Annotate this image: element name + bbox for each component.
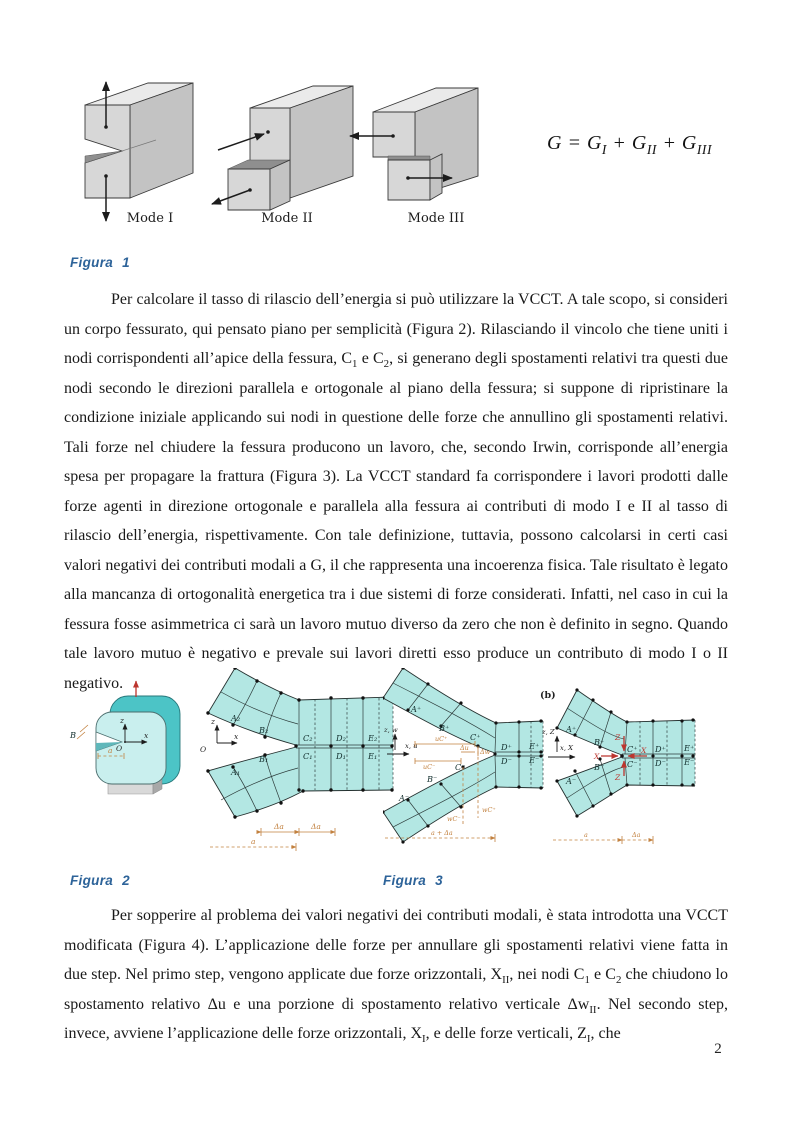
mode2-label: Mode II bbox=[261, 211, 313, 226]
node-label: B⁻ bbox=[594, 762, 605, 772]
axis-x-label: x bbox=[234, 732, 239, 741]
node-label: E₂ bbox=[368, 733, 378, 743]
node-label: B₂ bbox=[259, 725, 269, 735]
dim-wcm-label: wC⁻ bbox=[447, 815, 461, 823]
node-label: A⁻ bbox=[566, 776, 577, 786]
figure1-mode-diagrams bbox=[60, 70, 540, 232]
axis-z-label: z bbox=[120, 716, 124, 725]
paragraph-2: Per sopperire al problema dei valori negativi dei contributi modali, è stata introdotta una VCCT modificata (Figura 4). L’applicazione delle forze per annullare gli spostamenti relativi viene fatta in due step. Nel primo step, vengono applicate due forze orizzontali, $X_{II}$, nei nodi $C_1$ e $C_2$ che chiudono lo spostamento relativo Δu e una porzione di spostamento relativo verticale $\Delta w_{II}$. Nel secondo step, invece, avviene l’applicazione delle forze orizzontali, $X_I$, e delle forze verticali, $Z_I$, che bbox=[64, 907, 728, 1046]
dim-dw-label: Δw bbox=[480, 748, 491, 756]
force-X-label: X bbox=[594, 752, 600, 761]
node-label: B₁ bbox=[259, 754, 269, 764]
origin-label: O bbox=[116, 744, 123, 753]
figure3-panel-b bbox=[538, 668, 797, 868]
node-label: B⁺ bbox=[594, 737, 605, 747]
mode1-block bbox=[85, 82, 193, 221]
node-label: E⁻ bbox=[684, 757, 695, 767]
paragraph-1: Per calcolare il tasso di rilascio dell’energia si può utilizzare la VCCT. A tale scopo, si consideri un corpo fessurato, qui pensato piano per semplicità (Figura 2). Rilasciando il vincolo che tiene uniti i nodi corrispondenti all’apice della fessura, $C_1$ e $C_2$, si generano degli spostamenti relativi tra questi due nodi secondo le direzioni parallela e ortogonale al piano della fessura; si suppone di ripristinare la condizione iniziale applicando sui nodi in questione delle forze che annullino gli spostamenti relativi. Tali forze nel chiudere la fessura producono un lavoro, che, secondo Irwin, corrisponde all’energia spesa per propagare la frattura (Figura 3). La VCCT standard fa corrispondere i lavori prodotti dalle forze agenti in direzione ortogonale e parallela alla fessura ai contributi di modo I e II al tasso di rilascio dell’energia, rispettivamente. Con tale definizione, tuttavia, possono calcolarsi in certi casi valori negativi dei contributi modali a G, il che rappresenta una incoerenza fisica. Tale risultato è legato alla mancanza di ortogonalità energetica tra i due sistemi di forze considerati. Infatti, nel caso in cui la fessura fosse asimmetrica ci sarà un lavoro mutuo diverso da zero che non è definito in segno. Quando tale lavoro mutuo è negativo e prevale sui lavori diretti esso produce un contributo di modo I o II negativo. bbox=[64, 291, 728, 692]
dim-da-label: Δa bbox=[632, 831, 641, 839]
axis-x-label: x, X bbox=[560, 744, 573, 752]
mesh-region bbox=[208, 668, 393, 817]
figure2-caption: Figura 2 bbox=[70, 873, 130, 888]
origin-label: O bbox=[200, 745, 207, 754]
node-label: C₂ bbox=[303, 733, 313, 743]
page-number: 2 bbox=[714, 1041, 722, 1057]
node-label: C⁺ bbox=[627, 744, 638, 754]
dim-ucp-label: uC⁺ bbox=[435, 735, 448, 743]
node-label: E⁺ bbox=[684, 743, 695, 753]
node-label: A⁺ bbox=[566, 724, 577, 734]
dimensions bbox=[553, 831, 653, 844]
mesh-region bbox=[557, 690, 695, 816]
crack-face bbox=[388, 156, 430, 160]
panel-b-tag: (b) bbox=[540, 690, 556, 701]
support-base bbox=[108, 784, 153, 794]
mode3-block bbox=[350, 88, 478, 200]
dimensions bbox=[210, 822, 335, 851]
node-label: D⁻ bbox=[655, 758, 666, 768]
figure2-3d-body bbox=[58, 672, 203, 847]
energy-release-equation: $G = G_I + G_{II} + G_{III}$ bbox=[547, 132, 712, 157]
axis-z-label: z, Z bbox=[542, 728, 555, 736]
figure3-panel-a bbox=[383, 668, 547, 868]
axes bbox=[383, 726, 418, 754]
axis-x-label: x bbox=[144, 731, 149, 740]
figure1-caption: Figura 1 bbox=[70, 255, 130, 270]
node-label: D⁺ bbox=[501, 742, 512, 752]
mode3-label: Mode III bbox=[407, 211, 465, 226]
mode1-label: Mode I bbox=[126, 211, 174, 226]
node-label: C⁻ bbox=[627, 759, 638, 769]
dim-a-label: a bbox=[108, 746, 113, 755]
thickness-mark bbox=[69, 725, 88, 740]
axis-z-label: z bbox=[211, 717, 215, 726]
axis-z-label: z, w bbox=[384, 726, 398, 734]
node-label: D₁ bbox=[336, 751, 346, 761]
node-label: C⁺ bbox=[470, 732, 481, 742]
dim-du-label: Δu bbox=[460, 744, 469, 752]
node-label: C₁ bbox=[303, 751, 313, 761]
figure2-mesh bbox=[195, 668, 395, 866]
node-label: B⁻ bbox=[427, 774, 438, 784]
node-label: D⁻ bbox=[501, 756, 512, 766]
dim-da-label: Δa bbox=[274, 822, 284, 831]
node-label: E⁻ bbox=[529, 755, 540, 765]
dim-ucm-label: uC⁻ bbox=[423, 763, 436, 771]
force-Z-label: Z bbox=[615, 773, 621, 782]
node-label: C⁻ bbox=[455, 762, 466, 772]
node-label: E₁ bbox=[368, 751, 378, 761]
figure3-caption: Figura 3 bbox=[383, 873, 443, 888]
dim-da-label: Δa bbox=[311, 822, 321, 831]
node-label: E⁺ bbox=[529, 741, 540, 751]
axis-x-label: x, u bbox=[405, 742, 418, 750]
node-label: D⁺ bbox=[655, 744, 666, 754]
dim-a-label: a bbox=[251, 837, 256, 846]
cracked-body bbox=[96, 696, 180, 794]
mode2-block bbox=[212, 86, 353, 210]
node-label: D₂ bbox=[336, 733, 346, 743]
force-X-label: X bbox=[641, 746, 647, 755]
dim-wcp-label: wC⁺ bbox=[482, 806, 496, 814]
dim-a-da-label: a + Δa bbox=[431, 829, 453, 837]
force-Z-label: Z bbox=[615, 733, 621, 742]
node-label: B⁺ bbox=[439, 723, 450, 733]
dim-a-label: a bbox=[584, 831, 588, 839]
node-label: A₂ bbox=[231, 713, 241, 723]
node-label: A⁻ bbox=[399, 793, 410, 803]
node-label: A⁺ bbox=[411, 704, 422, 714]
thickness-B-label: B bbox=[70, 730, 77, 740]
node-label: A₁ bbox=[231, 767, 241, 777]
